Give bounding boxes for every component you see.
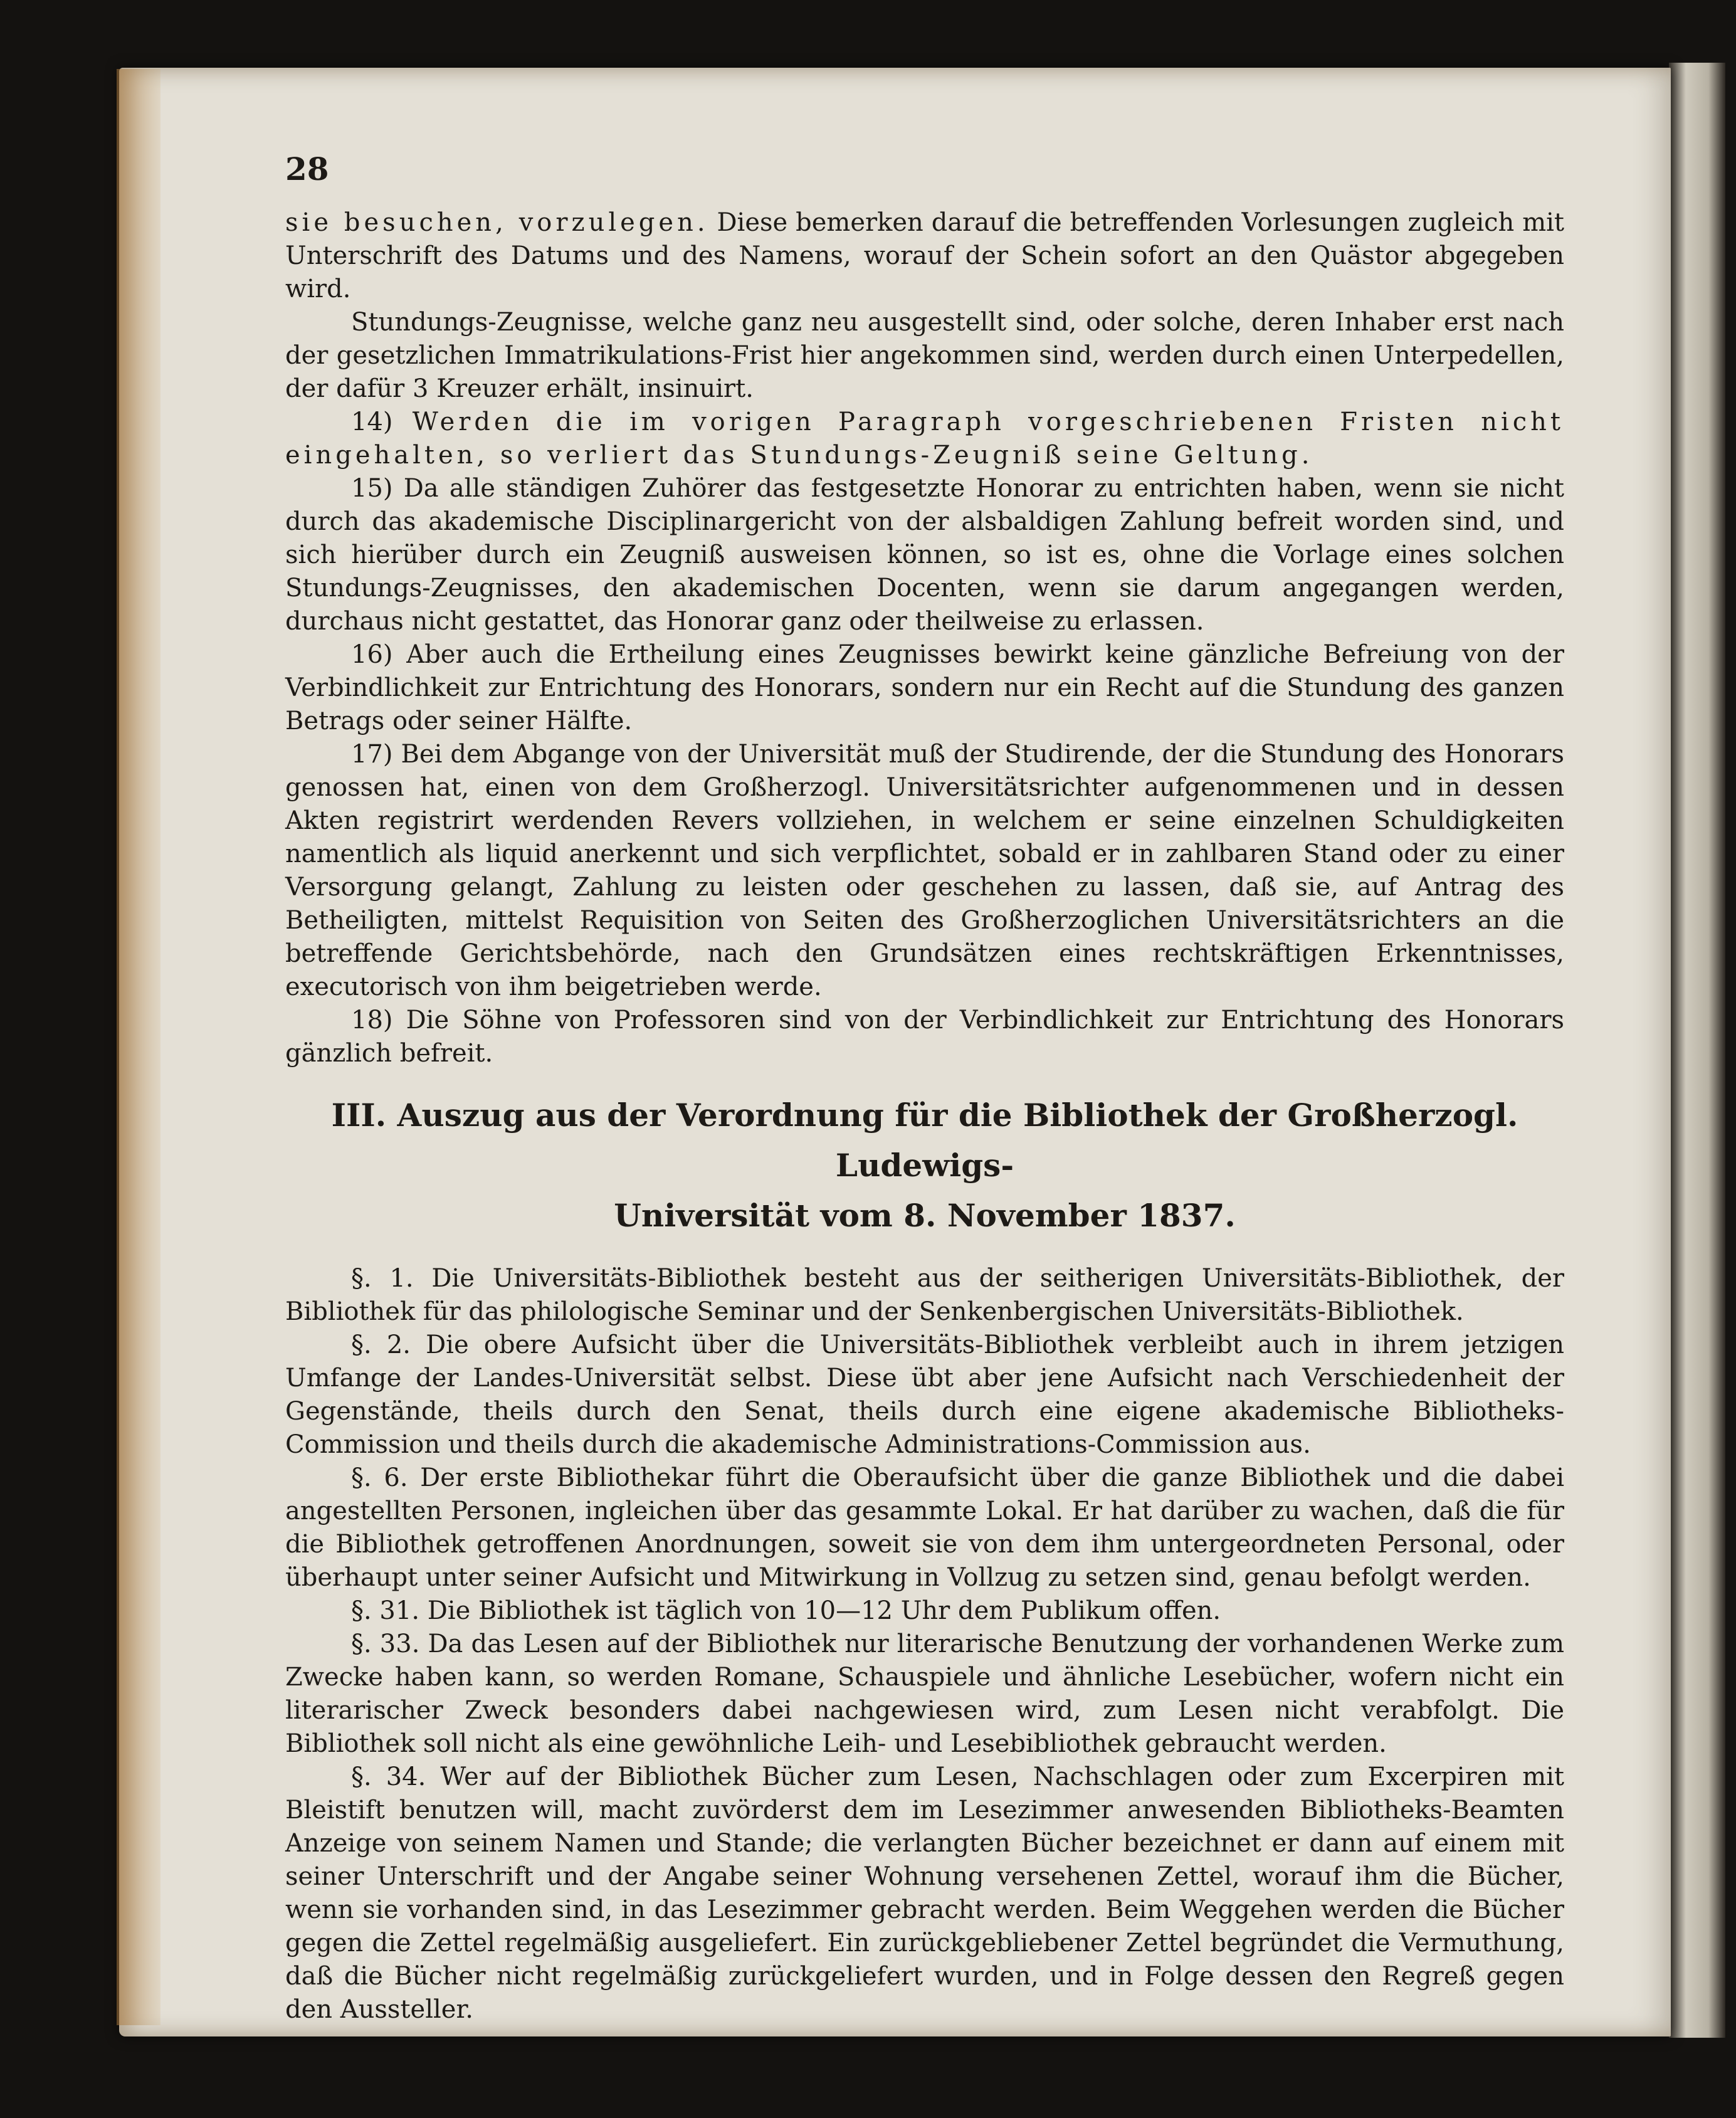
page-number: 28 <box>285 150 329 187</box>
paragraph-section: §. 1. Die Universitäts-Bibliothek besteht aus der seitherigen Universitäts-Bibliothek, der Bibliothek für das philologische Seminar und der Senkenbergischen Universitäts-Bibliothek. <box>285 1264 1564 1326</box>
paragraph-text: 18) Die Söhne von Professoren sind von der Verbindlichkeit zur Entrichtung des Honorars gänzlich befreit. <box>285 1006 1564 1068</box>
paragraph <box>285 638 1564 738</box>
heading-line-1: III. Auszug aus der Verordnung für die Bibliothek der Großherzogl. Ludewigs- <box>331 1097 1518 1184</box>
emphasized-text: Werden die im vorigen Paragraph vorgeschriebenen Fristen nicht eingehalten, so verliert das Stundungs-Zeugniß seine Geltung. <box>285 408 1565 470</box>
section-fees <box>285 206 1564 1070</box>
paragraph-text: 17) Bei dem Abgange von der Universität muß der Studirende, der die Stundung des Honorars genossen hat, einen von dem Großherzogl. Universitätsrichter aufgenommenen und in dessen Akten registrirt werdenden Revers vollziehen, in welchem er seine einzelnen Schuldigkeiten namentlich als liquid anerkennt und sich verpflichtet, sobald er in zahlbaren Stand oder zu einer Versorgung gelangt, Zahlung zu leisten oder geschehen zu lassen, daß sie, auf Antrag des Betheiligten, mittelst Requisition von Seiten des Großherzoglichen Universitätsrichters an die betreffende Gerichtsbehörde, nach den Grundsätzen eines rechtskräftigen Erkenntnisses, executorisch von ihm beigetrieben werde. <box>285 740 1564 1001</box>
emphasized-text: sie besuchen, vorzulegen. <box>285 208 709 237</box>
paragraph-section: §. 6. Der erste Bibliothekar führt die Oberaufsicht über die ganze Bibliothek und die dabei angestellten Personen, ingleichen über das gesammte Lokal. Er hat darüber zu wachen, daß die für die Bibliothek getroffenen Anordnungen, soweit sie von dem ihm untergeordneten Personal, oder überhaupt unter seiner Aufsicht und Mitwirkung in Vollzug zu setzen sind, genau befolgt werden. <box>285 1463 1564 1592</box>
paragraph-section: §. 31. Die Bibliothek ist täglich von 10—12 Uhr dem Publikum offen. <box>351 1596 1221 1625</box>
paragraph-text: Diese bemerken darauf die betreffenden Vorlesungen zugleich mit Unterschrift des Datums und des Namens, worauf der Schein sofort an den Quästor abgegeben wird. <box>285 208 1565 303</box>
heading-line-2: Universität vom 8. November 1837. <box>614 1197 1236 1234</box>
section-library-rules <box>285 1262 1564 2026</box>
paragraph <box>285 738 1564 1004</box>
paragraph-text: Stundungs-Zeugnisse, welche ganz neu ausgestellt sind, oder solche, deren Inhaber erst nach der gesetzlichen Immatrikulations-Frist hier angekommen sind, werden durch einen Unterpedellen, der dafür 3 Kreuzer erhält, insinuirt. <box>285 308 1564 403</box>
paragraph-number: 14) <box>351 408 413 436</box>
paragraph <box>285 472 1564 638</box>
adjacent-page-edge <box>1669 63 1725 2038</box>
page-content <box>285 150 1564 2026</box>
paragraph-section: §. 34. Wer auf der Bibliothek Bücher zum Lesen, Nachschlagen oder zum Excerpiren mit Bleistift benutzen will, macht zuvörderst dem im Lesezimmer anwesenden Bibliotheks-Beamten Anzeige von seinem Namen und Stande; die verlangten Bücher bezeichnet er dann auf einem mit seiner Unterschrift und der Angabe seiner Wohnung versehenen Zettel, worauf ihm die Bücher, wenn sie vorhanden sind, in das Lesezimmer gebracht werden. Beim Weggehen werden die Bücher gegen die Zettel regelmäßig ausgeliefert. Ein zurückgebliebener Zettel begründet die Vermuthung, daß die Bücher nicht regelmäßig zurückgeliefert wurden, und in Folge dessen den Regreß gegen den Aussteller. <box>285 1762 1564 2024</box>
paragraph <box>285 1004 1564 1070</box>
paragraph <box>285 206 1564 306</box>
paragraph-text: 16) Aber auch die Ertheilung eines Zeugnisses bewirkt keine gänzliche Befreiung von der Verbindlichkeit zur Entrichtung des Honorars, sondern nur ein Recht auf die Stundung des ganzen Betrags oder seiner Hälfte. <box>285 640 1564 735</box>
paragraph-text: 15) Da alle ständigen Zuhörer das festgesetzte Honorar zu entrichten haben, wenn sie nicht durch das akademische Disciplinargericht von der alsbaldigen Zahlung befreit worden sind, und sich hierüber durch ein Zeugniß ausweisen können, so ist es, ohne die Vorlage eines solchen Stundungs-Zeugnisses, den akademischen Docenten, wenn sie darum angegangen werden, durchaus nicht gestattet, das Honorar ganz oder theilweise zu erlassen. <box>285 474 1564 636</box>
paragraph-section: §. 33. Da das Lesen auf der Bibliothek nur literarische Benutzung der vorhandenen Werke zum Zwecke haben kann, so werden Romane, Schauspiele und ähnliche Lesebücher, wofern nicht ein literarischer Zweck besonders dabei nachgewiesen wird, zum Lesen nicht verabfolgt. Die Bibliothek soll nicht als eine gewöhnliche Leih- und Lesebibliothek gebraucht werden. <box>285 1630 1564 1758</box>
paragraph-section: §. 2. Die obere Aufsicht über die Universitäts-Bibliothek verbleibt auch in ihrem jetzigen Umfange der Landes-Universität selbst. Diese übt aber jene Aufsicht nach Verschiedenheit der Gegenstände, theils durch den Senat, theils durch eine eigene akademische Bibliotheks-Commission und theils durch die akademische Administrations-Commission aus. <box>285 1330 1564 1459</box>
page-binding-shadow <box>117 69 160 2025</box>
section-heading <box>285 1090 1564 1241</box>
paragraph <box>285 406 1564 472</box>
paragraph <box>285 306 1564 406</box>
